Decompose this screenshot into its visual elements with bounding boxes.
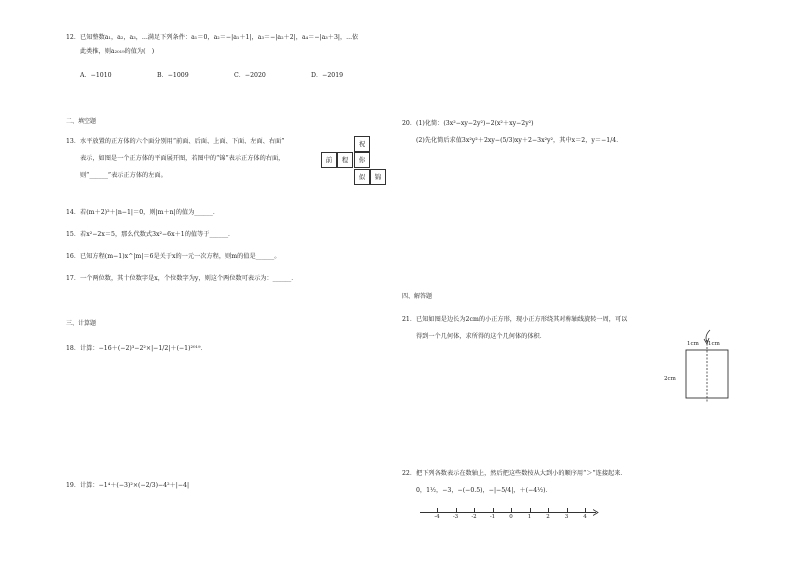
question-14: 14．若(m＋2)²＋|n−1|＝0，则|m＋n|的值为______． [66,209,220,216]
question-13-line-1: 13．水平放置的正方体的六个面分别用“前面、后面、上面、下面、左面、右面” [66,138,285,145]
number-line-tick-label: 2 [546,514,550,520]
number-line-tick-label: -2 [471,514,477,520]
option-d: D．−2019 [311,72,344,79]
number-line-tick [474,508,475,512]
label-1cm-right: 1cm [708,341,720,347]
section-answer-heading: 四、解答题 [402,293,433,300]
number-line-tick-label: 0 [509,514,513,520]
number-line-tick [493,508,494,512]
net-cell-zhu: 祝 [354,136,370,152]
net-cell-ni: 你 [354,152,370,168]
number-line-tick-label: -4 [434,514,440,520]
number-line-axis [420,512,596,513]
question-22-line-2: 0，1½，−3，−(−0.5)，−|−5/4|，＋(−4½)． [416,487,552,494]
question-18: 18．计算：−16＋(−2)³−2²×|−1/2|＋(−1)²⁰¹⁹． [66,345,207,352]
number-line-tick-label: 3 [564,514,569,520]
number-line-tick [530,508,531,512]
section-calculation-heading: 三、计算题 [66,320,97,327]
question-20-line-2: (2)先化简后求值3x²y²＋2xy−(5/3)xy＋2−3x²y²，其中x＝2，y＝−1/4． [416,137,623,144]
number-line-tick-label: -3 [452,514,459,520]
question-17: 17．一个两位数，其十位数字是x，个位数字为y，则这个两位数可表示为：______． [66,275,298,282]
option-c: C．−2020 [234,72,266,79]
question-21-line-1: 21．已知如图是边长为2cm的小正方形，现小正方形绕其对称轴线旋转一周，可以 [402,316,628,323]
number-line-tick-label: 1 [527,514,532,520]
number-line-tick-label: -1 [489,514,496,520]
question-21-line-2: 得到一个几何体，求所得的这个几何体的体积． [416,333,546,340]
question-12-line-1: 12．已知整数a₁，a₂，a₃，...满足下列条件：a₁＝0，a₂＝−|a₁＋1|，a₃＝−|a₂＋2|，a₄＝−|a₃＋3|，...依 [66,34,359,41]
net-cell-jin: 锦 [370,169,386,185]
number-line-tick [511,508,512,512]
number-line-tick [548,508,549,512]
question-19: 19．计算：−1⁴＋(−3)²×(−2/3)−4²＋|−4| [66,482,190,489]
number-line-tick [437,508,438,512]
net-cell-si: 似 [354,169,370,185]
section-fill-in-heading: 二、填空题 [66,118,97,125]
question-15: 15．若x²−2x＝5，那么代数式3x²−6x＋1的值等于______． [66,231,235,238]
option-b: B．−1009 [157,72,189,79]
net-cell-cheng: 程 [337,152,353,168]
question-13-line-3: 则“______”表示正方体的左面。 [80,172,167,179]
number-line-tick [585,508,586,512]
rotation-square-figure [660,326,750,408]
number-line-tick [567,508,568,512]
label-1cm-left: 1cm [687,341,699,347]
question-16: 16．已知方程(m−1)x^|m|＝6是关于x的一元一次方程，则m的值是______。 [66,253,281,260]
number-line-tick [456,508,457,512]
option-a: A．−1010 [80,72,112,79]
question-22-line-1: 22．把下列各数表示在数轴上，然后把这些数按从大到小的顺序用“＞”连接起来． [402,470,627,477]
number-line-arrow-icon [593,509,599,516]
net-cell-qian: 前 [321,152,337,168]
label-2cm: 2cm [664,376,676,382]
question-13-line-2: 表示，如图是一个正方体的平面展开图，若图中的“锦”表示正方体的右面， [80,155,285,162]
question-20-line-1: 20．(1)化简：(3x²−xy−2y²)−2(x²＋xy−2y²) [402,120,534,127]
number-line-tick-label: 4 [583,514,587,520]
question-12-line-2: 此类推，则a₂₀₁₉的值为( ) [80,48,155,55]
